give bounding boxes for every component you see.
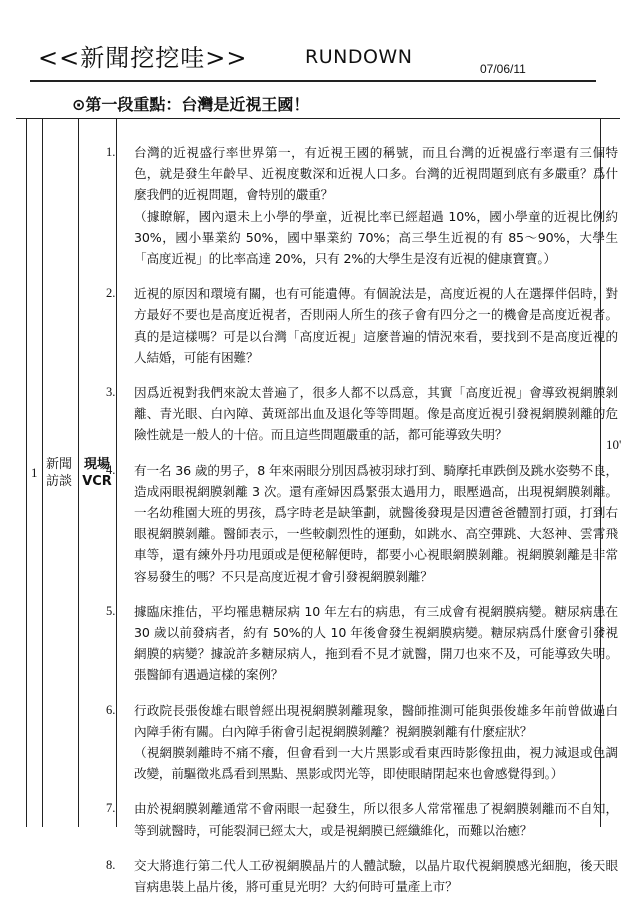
- item-number: 3.: [106, 385, 116, 400]
- item-question: 有一名 36 歲的男子，8 年來兩眼分別因爲被羽球打到、騎摩托車跌倒及跳水姿勢不良，造成兩眼視網膜剝離 3 次。還有產婦因爲緊張太過用力，眼壓過高，出現視網膜剝離。一名幼稚園大班的男孩，爲字時老是缺筆劃，就醫後發現是因遭爸爸體罰打頭，打到右眼視網膜剝離。醫師表示，一些較劇烈性的運動，如跳水、高空彈跳、大怒神、雲霄飛車等，還有練外丹功甩頭或是便秘解便時，都要小心視眼網膜剝離。視網膜剝離是非常容易發生的嗎？不只是高度近視才會引發視網膜剝離？: [134, 462, 618, 584]
- item-text: [134, 798, 618, 840]
- category-line-1: 新聞: [45, 457, 72, 472]
- item-question: 交大將進行第二代人工矽視網膜晶片的人體試驗，以晶片取代視網膜感光細胞，後天眼盲病患裝上晶片後，將可重見光明？大約何時可量產上市？: [134, 857, 618, 895]
- rundown-date: 07/06/11: [480, 62, 526, 76]
- item-question: 由於視網膜剝離通常不會兩眼一起發生，所以很多人常常罹患了視網膜剝離而不自知，等到就醫時，可能裂洞已經太大，或是視網膜已經纖維化，而難以治癒？: [134, 801, 618, 838]
- item-text: [134, 142, 618, 269]
- item-text: [134, 700, 618, 785]
- header-rule: [30, 80, 596, 82]
- item-question: 行政院長張俊雄右眼曾經出現視網膜剝離現象，醫師推測可能與張俊雄多年前曾做過白內障手術有關。白內障手術會引起視網膜剝離？視網膜剝離有什麼症狀？: [134, 702, 618, 739]
- rundown-header: [0, 0, 627, 80]
- item-number: 4.: [106, 462, 116, 477]
- column-divider-category: [78, 119, 79, 827]
- list-item: [106, 601, 624, 686]
- item-text: [134, 460, 618, 587]
- list-item: [106, 382, 624, 446]
- item-text: [134, 382, 618, 446]
- item-text: [134, 283, 618, 368]
- item-number: 6.: [106, 702, 116, 717]
- list-item: [106, 700, 624, 785]
- item-question: 據臨床推估，平均罹患糖尿病 10 年左右的病患，有三成會有視網膜病變。糖尿病患在 30 歲以前發病者，約有 50%的人 10 年後會發生視網膜病變。糖尿病爲什麼會引發視網膜的病變？據說許多糖尿病人，拖到看不見才就醫，開刀也來不及，可能導致失明。張醫師有遇過這樣的案例？: [134, 603, 618, 683]
- list-item: [106, 142, 624, 269]
- item-text: [134, 855, 618, 897]
- segment-number: 1: [31, 465, 38, 480]
- rundown-label: RUNDOWN: [305, 46, 413, 68]
- list-item: [106, 283, 624, 368]
- list-item: [106, 798, 624, 840]
- format-line-2: VCR: [82, 474, 112, 489]
- section-title: ⊙第一段重點：台灣是近視王國！: [72, 95, 310, 114]
- item-question: 近視的原因和環境有關，也有可能遺傳。有個說法是，高度近視的人在選擇伴侶時，對方最好不要也是高度近視者，否則兩人所生的孩子會有四分之一的機會是高度近視者。真的是這樣嗎？可是以台灣「高度近視」這麼普遍的情況來看，要找到不是高度近視的人結婚，可能有困難？: [134, 286, 618, 365]
- segment-category: [42, 456, 76, 490]
- item-number: 1.: [106, 145, 116, 159]
- item-number: 2.: [106, 286, 116, 301]
- item-question: 因爲近視對我們來說太普遍了，很多人都不以爲意，其實「高度近視」會導致視網膜剝離、青光眼、白內障、黃斑部出血及退化等等問題。像是高度近視引發視網膜剝離的危險性就是一般人的十倍。而且這些問題嚴重的話，都可能導致失明？: [134, 385, 618, 443]
- list-item: [106, 855, 624, 897]
- table-border-left: [26, 119, 27, 827]
- item-note: （據瞭解，國內還未上小學的學童，近視比率已經超過 10%，國小學童的近視比例約 30%，國小畢業約 50%，國中畢業約 70%；高三學生近視的有 85～90%，大學生「高度近視」的比率高達 20%，只有 2%的大學生是沒有近視的健康寶寶。）: [134, 208, 618, 267]
- item-text: [134, 601, 618, 686]
- list-item: [106, 460, 624, 587]
- question-list: [106, 142, 624, 911]
- item-number: 7.: [106, 801, 116, 816]
- item-number: 5.: [106, 603, 116, 618]
- item-number: 8.: [106, 857, 116, 872]
- segment-duration: 10': [606, 437, 622, 452]
- item-note: （視網膜剝離時不痛不癢，但會看到一大片黑影或看東西時影像扭曲，視力減退或色調改變，前驅徵兆爲看到黑點、黑影或閃光等，即使眼睛閉起來也會感覺得到。）: [134, 745, 618, 782]
- category-line-2: 訪談: [45, 474, 72, 489]
- format-line-1: 現場: [83, 457, 110, 472]
- show-title: <<新聞挖挖哇>>: [38, 44, 248, 72]
- item-question: 台灣的近視盛行率世界第一，有近視王國的稱號，而且台灣的近視盛行率還有三個特色，就是發生年齡早、近視度數深和近視人口多。台灣的近視問題到底有多嚴重？爲什麼我們的近視問題，會特別的嚴重？: [134, 145, 618, 203]
